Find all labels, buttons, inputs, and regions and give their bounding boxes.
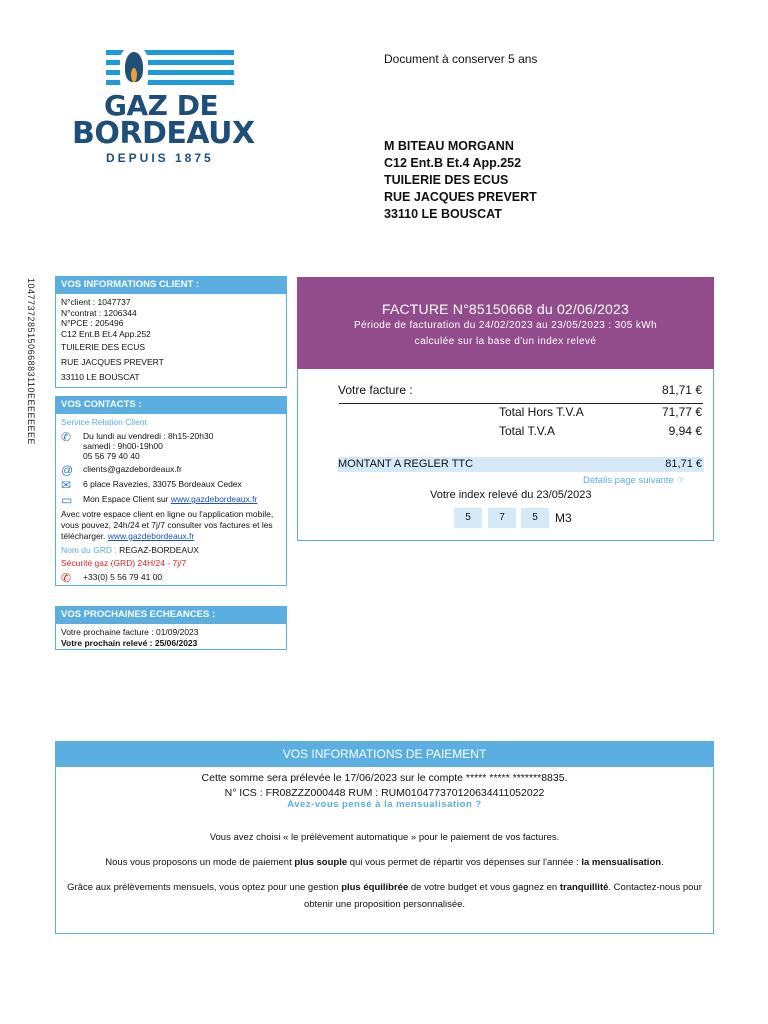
- invoice-header: [297, 277, 714, 369]
- total-ht-label: Total Hors T.V.A: [499, 405, 584, 419]
- contacts-panel: [55, 396, 287, 586]
- computer-icon: ▭: [61, 493, 73, 507]
- recipient-line-4: 33110 LE BOUSCAT: [384, 207, 502, 221]
- client-number: N°client : 1047737: [61, 297, 131, 307]
- meter-digit: 5: [521, 508, 549, 528]
- grd-label: Nom du GRD :: [61, 545, 120, 555]
- payment-paragraph-3: Grâce aux prélèvements mensuels, vous optez pour une gestion plus équilibrée de votre budget et vous gagnez en tranquillité. Contactez-nous pour obtenir une proposition personnalisée.: [67, 882, 702, 910]
- payment-paragraph-1: Vous avez choisi « le prélèvement automatique » pour le paiement de vos factures.: [209, 832, 560, 843]
- billing-period: Période de facturation du 24/02/2023 au 23/05/2023 : 305 kWh: [353, 320, 658, 331]
- email-icon: @: [61, 463, 74, 477]
- recipient-line-3: RUE JACQUES PREVERT: [384, 190, 537, 204]
- client-info-panel: [55, 276, 287, 388]
- recipient-name: M BITEAU MORGANN: [384, 139, 514, 153]
- next-invoice: Votre prochaine facture : 01/09/2023: [61, 627, 199, 637]
- total-ht-value: 71,77 €: [661, 405, 702, 419]
- billing-basis: calculée sur la base d'un index relevé: [414, 336, 597, 347]
- client-address-4: 33110 LE BOUSCAT: [61, 372, 140, 382]
- hours-saturday: samedi : 9h00-19h00: [83, 441, 163, 451]
- meter-digit: 5: [454, 508, 482, 528]
- amount-due-label: MONTANT A REGLER TTC: [338, 458, 474, 470]
- recipient-line-1: C12 Ent.B Et.4 App.252: [384, 156, 522, 170]
- phone-icon: ✆: [61, 571, 72, 585]
- document-retention-note: Document à conserver 5 ans: [384, 52, 538, 66]
- payment-paragraph-2: Nous vous proposons un mode de paiement plus souple qui vous permet de répartir vos dépenses sur l'année : la mensualisation.: [105, 857, 664, 868]
- hours-weekday: Du lundi au vendredi : 8h15-20h30: [83, 431, 214, 441]
- details-next-page-link[interactable]: Détails page suivante ☞: [583, 475, 685, 486]
- app-info-text: Avec votre espace client en ligne ou l'application mobile, vous pouvez, 24h/24 et 7j/7 consulter vos factures et les télécharger.: [61, 509, 274, 541]
- app-info-link[interactable]: www.gazdebordeaux.fr: [107, 531, 195, 541]
- client-info-title: VOS INFORMATIONS CLIENT :: [56, 277, 286, 294]
- security-gas-label: Sécurité gaz (GRD) 24H/24 - 7j/7: [61, 558, 187, 568]
- your-invoice-value: 81,71 €: [661, 383, 702, 397]
- amount-due-value: 81,71 €: [665, 458, 702, 470]
- amount-due-bar: [338, 457, 704, 472]
- client-address-2: TUILERIE DES ECUS: [61, 342, 146, 352]
- postal-address: 6 place Ravezies, 33075 Bordeaux Cedex: [83, 479, 242, 489]
- phone-number[interactable]: 05 56 79 40 40: [83, 451, 140, 461]
- espace-client-link[interactable]: www.gazdebordeaux.fr: [170, 494, 258, 504]
- client-address-1: C12 Ent.B Et.4 App.252: [61, 328, 151, 339]
- invoice-summary: [297, 369, 714, 541]
- flame-icon: [120, 46, 148, 88]
- phone-row: [61, 431, 281, 461]
- side-reference-code: 104773728515066883110EEEEEEEE: [26, 278, 36, 445]
- deadlines-panel: [55, 606, 287, 650]
- pce-number: N°PCE : 205496: [61, 318, 124, 328]
- gaz-de-bordeaux-logo: [70, 50, 270, 170]
- meter-digit: 7: [488, 508, 516, 528]
- debit-info: Cette somme sera prélevée le 17/06/2023 sur le compte ***** ***** *******8835.: [201, 772, 568, 784]
- meter-index-label: Votre index relevé du 23/05/2023: [430, 489, 592, 501]
- phone-icon: ✆: [61, 430, 72, 444]
- mensualisation-question: Avez-vous pensé à la mensualisation ?: [287, 799, 482, 810]
- next-reading: Votre prochain relevé : 25/06/2023: [61, 638, 198, 648]
- invoice-title: FACTURE N°85150668 du 02/06/2023: [381, 301, 630, 317]
- meter-unit: M3: [555, 511, 572, 525]
- service-relation-client: Service Relation Client: [61, 417, 147, 427]
- divider-line: [339, 403, 703, 404]
- payment-info-panel: [55, 741, 714, 934]
- logo-line-2: BORDEAUX: [72, 116, 255, 151]
- email-row: [61, 464, 281, 476]
- your-invoice-label: Votre facture :: [338, 383, 413, 397]
- deadlines-title: VOS PROCHAINES ECHEANCES :: [56, 607, 286, 624]
- espace-client-text: Mon Espace Client sur: [83, 494, 171, 504]
- total-tva-value: 9,94 €: [668, 424, 702, 438]
- contract-number: N°contrat : 1206344: [61, 307, 137, 318]
- payment-info-title: VOS INFORMATIONS DE PAIEMENT: [56, 742, 713, 767]
- espace-row: [61, 494, 281, 506]
- security-phone-row: [61, 572, 281, 584]
- total-tva-label: Total T.V.A: [499, 424, 556, 438]
- recipient-address: [384, 138, 537, 223]
- grd-value: REGAZ-BORDEAUX: [119, 545, 199, 555]
- mailbox-icon: ✉: [61, 478, 72, 492]
- postal-row: [61, 479, 281, 491]
- security-phone[interactable]: +33(0) 5 56 79 41 00: [83, 572, 163, 582]
- client-address-3: RUE JACQUES PREVERT: [61, 357, 164, 367]
- recipient-line-2: TUILERIE DES ECUS: [384, 173, 509, 187]
- contacts-title: VOS CONTACTS :: [56, 397, 286, 414]
- email-address[interactable]: clients@gazdebordeaux.fr: [83, 464, 182, 474]
- logo-line-1: GAZ DE: [104, 89, 219, 122]
- logo-tagline: DEPUIS 1875: [106, 151, 214, 165]
- ics-rum-info: N° ICS : FR08ZZZ000448 RUM : RUM010477370120634411052022: [224, 787, 545, 799]
